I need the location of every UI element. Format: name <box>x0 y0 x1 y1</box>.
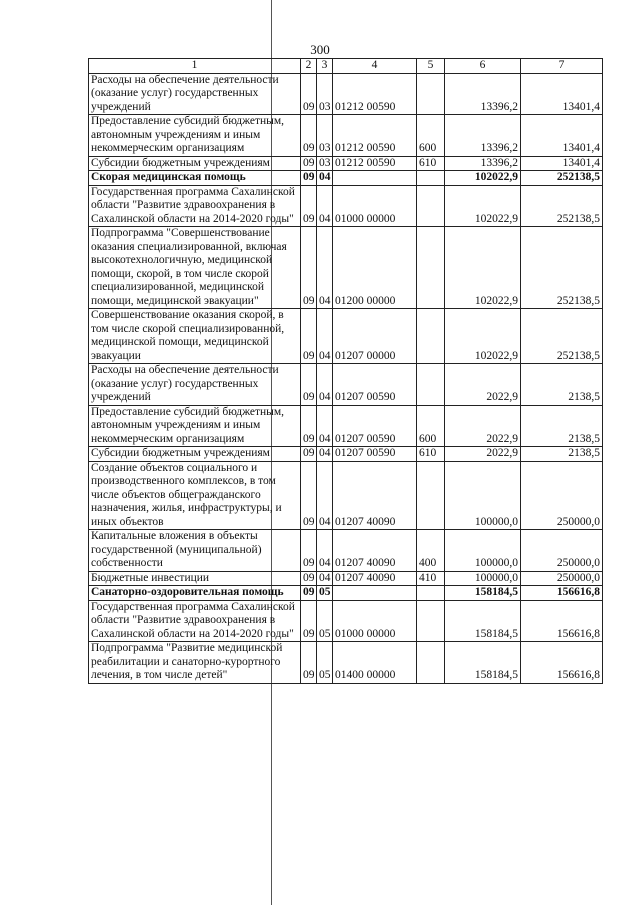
amount-col6: 158184,5 <box>445 642 521 684</box>
table-row <box>89 115 603 157</box>
item-name: Расходы на обеспечение деятельности (оказание услуг) государственных учреждений <box>89 73 301 115</box>
section-code: 09 <box>301 185 317 227</box>
target-article-code <box>333 171 417 186</box>
section-code: 09 <box>301 642 317 684</box>
header-cell: 1 <box>89 59 301 74</box>
subsection-code: 05 <box>317 642 333 684</box>
amount-col6: 13396,2 <box>445 73 521 115</box>
page-number: 300 <box>310 42 330 57</box>
expense-type-code <box>417 586 445 601</box>
amount-col7: 13401,4 <box>521 156 603 171</box>
header-cell: 4 <box>333 59 417 74</box>
item-name: Субсидии бюджетным учреждениям <box>89 447 301 462</box>
subsection-code: 04 <box>317 309 333 364</box>
subsection-code: 04 <box>317 530 333 572</box>
amount-col7: 13401,4 <box>521 115 603 157</box>
subsection-code: 03 <box>317 73 333 115</box>
section-code: 09 <box>301 405 317 447</box>
table-row <box>89 73 603 115</box>
table-row <box>89 185 603 227</box>
section-code: 09 <box>301 586 317 601</box>
expense-type-code: 400 <box>417 530 445 572</box>
target-article-code: 01207 00590 <box>333 405 417 447</box>
section-code: 09 <box>301 447 317 462</box>
expense-type-code <box>417 600 445 642</box>
expense-type-code <box>417 642 445 684</box>
item-name: Санаторно-оздоровительная помощь <box>89 586 301 601</box>
amount-col6: 158184,5 <box>445 586 521 601</box>
amount-col7: 13401,4 <box>521 73 603 115</box>
expense-type-code: 610 <box>417 447 445 462</box>
target-article-code: 01207 00000 <box>333 309 417 364</box>
item-name: Субсидии бюджетным учреждениям <box>89 156 301 171</box>
amount-col7: 250000,0 <box>521 571 603 586</box>
header-cell: 2 <box>301 59 317 74</box>
target-article-code: 01207 00590 <box>333 364 417 406</box>
section-code: 09 <box>301 115 317 157</box>
expense-type-code <box>417 364 445 406</box>
amount-col6: 100000,0 <box>445 461 521 530</box>
item-name: Скорая медицинская помощь <box>89 171 301 186</box>
amount-col6: 2022,9 <box>445 364 521 406</box>
amount-col7: 252138,5 <box>521 185 603 227</box>
amount-col6: 13396,2 <box>445 115 521 157</box>
target-article-code: 01000 00000 <box>333 185 417 227</box>
amount-col7: 252138,5 <box>521 227 603 309</box>
subsection-code: 04 <box>317 185 333 227</box>
section-code: 09 <box>301 530 317 572</box>
amount-col7: 156616,8 <box>521 600 603 642</box>
target-article-code: 01212 00590 <box>333 115 417 157</box>
subsection-code: 04 <box>317 461 333 530</box>
target-article-code: 01200 00000 <box>333 227 417 309</box>
amount-col6: 100000,0 <box>445 530 521 572</box>
amount-col6: 100000,0 <box>445 571 521 586</box>
subsection-code: 04 <box>317 364 333 406</box>
item-name: Бюджетные инвестиции <box>89 571 301 586</box>
amount-col7: 2138,5 <box>521 447 603 462</box>
item-name: Предоставление субсидий бюджетным, автономным учреждениям и иным некоммерческим организациям <box>89 405 301 447</box>
table-row <box>89 530 603 572</box>
item-name: Капитальные вложения в объекты государственной (муниципальной) собственности <box>89 530 301 572</box>
expense-type-code: 610 <box>417 156 445 171</box>
amount-col6: 13396,2 <box>445 156 521 171</box>
amount-col6: 102022,9 <box>445 171 521 186</box>
header-cell: 6 <box>445 59 521 74</box>
expense-type-code: 600 <box>417 405 445 447</box>
amount-col7: 250000,0 <box>521 461 603 530</box>
section-code: 09 <box>301 309 317 364</box>
amount-col7: 2138,5 <box>521 405 603 447</box>
item-name: Расходы на обеспечение деятельности (оказание услуг) государственных учреждений <box>89 364 301 406</box>
section-code: 09 <box>301 461 317 530</box>
item-name: Подпрограмма "Развитие медицинской реабилитации и санаторно-курортного лечения, в том числе детей" <box>89 642 301 684</box>
section-code: 09 <box>301 571 317 586</box>
table-row <box>89 156 603 171</box>
expense-type-code <box>417 185 445 227</box>
target-article-code: 01000 00000 <box>333 600 417 642</box>
amount-col7: 156616,8 <box>521 586 603 601</box>
table-row <box>89 461 603 530</box>
table-row <box>89 227 603 309</box>
item-name: Государственная программа Сахалинской области "Развитие здравоохранения в Сахалинской области на 2014-2020 годы" <box>89 600 301 642</box>
subsection-code: 04 <box>317 171 333 186</box>
item-name: Предоставление субсидий бюджетным, автономным учреждениям и иным некоммерческим организациям <box>89 115 301 157</box>
expense-type-code <box>417 461 445 530</box>
target-article-code: 01212 00590 <box>333 73 417 115</box>
target-article-code: 01212 00590 <box>333 156 417 171</box>
subsection-code: 04 <box>317 227 333 309</box>
section-code: 09 <box>301 227 317 309</box>
section-code: 09 <box>301 156 317 171</box>
target-article-code: 01207 40090 <box>333 530 417 572</box>
target-article-code: 01207 40090 <box>333 571 417 586</box>
subsection-code: 03 <box>317 115 333 157</box>
subsection-code: 04 <box>317 405 333 447</box>
subsection-code: 04 <box>317 447 333 462</box>
amount-col6: 102022,9 <box>445 185 521 227</box>
expense-type-code <box>417 171 445 186</box>
item-name: Государственная программа Сахалинской области "Развитие здравоохранения в Сахалинской области на 2014-2020 годы" <box>89 185 301 227</box>
item-name: Создание объектов социального и производственного комплексов, в том числе объектов общегражданского назначения, жилья, инфраструктуры, и иных объектов <box>89 461 301 530</box>
table-row <box>89 642 603 684</box>
item-name: Подпрограмма "Совершенствование оказания специализированной, включая высокотехнологичную, медицинской помощи, скорой, в том числе скорой специализированной, медицинской помощи, медицинской эвакуации" <box>89 227 301 309</box>
target-article-code <box>333 586 417 601</box>
amount-col6: 2022,9 <box>445 405 521 447</box>
table-row <box>89 571 603 586</box>
header-row <box>89 59 603 74</box>
table-row-section-total <box>89 171 603 186</box>
section-code: 09 <box>301 364 317 406</box>
target-article-code: 01400 00000 <box>333 642 417 684</box>
amount-col7: 250000,0 <box>521 530 603 572</box>
subsection-code: 04 <box>317 571 333 586</box>
amount-col7: 252138,5 <box>521 171 603 186</box>
section-code: 09 <box>301 73 317 115</box>
table-row <box>89 364 603 406</box>
amount-col7: 156616,8 <box>521 642 603 684</box>
subsection-code: 05 <box>317 586 333 601</box>
header-cell: 7 <box>521 59 603 74</box>
amount-col6: 2022,9 <box>445 447 521 462</box>
target-article-code: 01207 00590 <box>333 447 417 462</box>
amount-col6: 102022,9 <box>445 309 521 364</box>
table-row <box>89 309 603 364</box>
table-row <box>89 405 603 447</box>
expense-type-code: 600 <box>417 115 445 157</box>
budget-table <box>88 58 603 684</box>
table-row-section-total <box>89 586 603 601</box>
amount-col6: 102022,9 <box>445 227 521 309</box>
amount-col6: 158184,5 <box>445 600 521 642</box>
table-row <box>89 600 603 642</box>
section-code: 09 <box>301 600 317 642</box>
section-code: 09 <box>301 171 317 186</box>
expense-type-code <box>417 227 445 309</box>
target-article-code: 01207 40090 <box>333 461 417 530</box>
header-cell: 3 <box>317 59 333 74</box>
item-name: Совершенствование оказания скорой, в том числе скорой специализированной, медицинской помощи, медицинской эвакуации <box>89 309 301 364</box>
subsection-code: 03 <box>317 156 333 171</box>
header-cell: 5 <box>417 59 445 74</box>
expense-type-code <box>417 309 445 364</box>
subsection-code: 05 <box>317 600 333 642</box>
amount-col7: 2138,5 <box>521 364 603 406</box>
expense-type-code: 410 <box>417 571 445 586</box>
amount-col7: 252138,5 <box>521 309 603 364</box>
expense-type-code <box>417 73 445 115</box>
table-row <box>89 447 603 462</box>
